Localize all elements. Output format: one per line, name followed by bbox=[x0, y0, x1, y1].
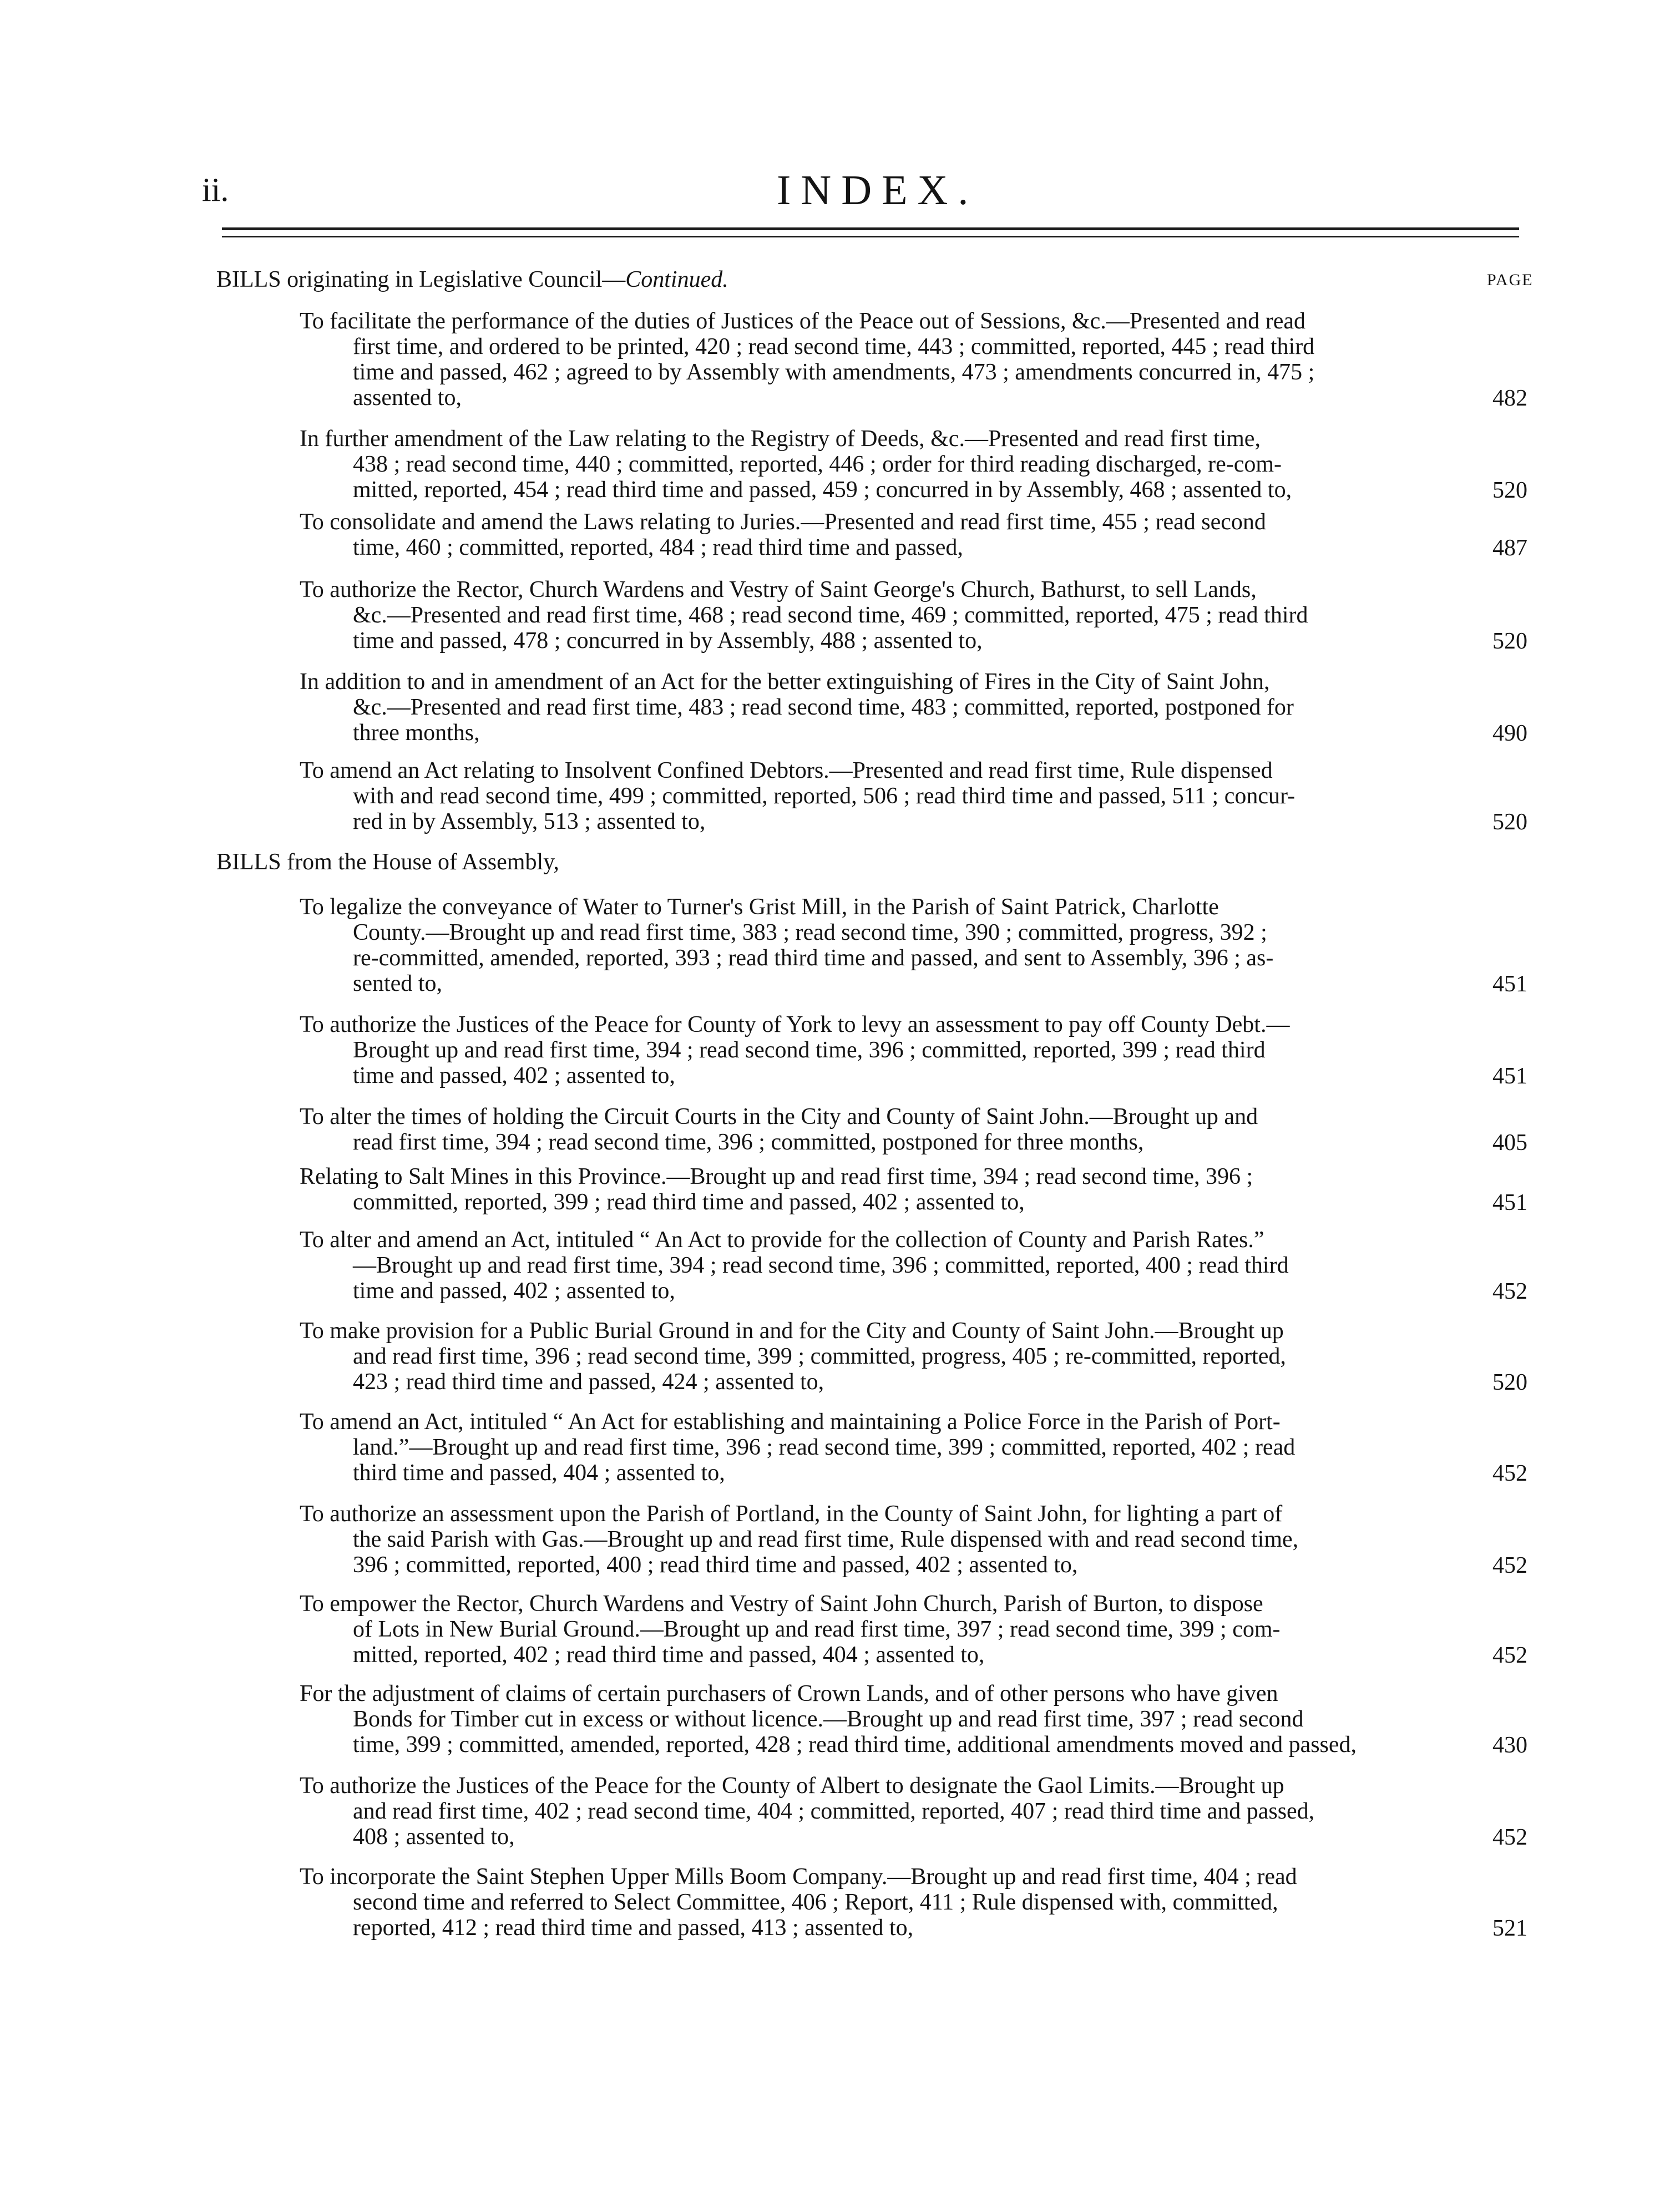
section-heading bbox=[216, 266, 728, 293]
entry-line: —Brought up and read first time, 394 ; read second time, 396 ; committed, reported, 400 ; read third bbox=[353, 1253, 1289, 1278]
index-entry bbox=[300, 758, 1465, 834]
entry-page-number: 452 bbox=[1492, 1825, 1527, 1850]
entry-page-number: 430 bbox=[1492, 1733, 1527, 1758]
entry-line: To make provision for a Public Burial Ground in and for the City and County of Saint John.—Brought up bbox=[300, 1318, 1284, 1344]
index-entry bbox=[300, 669, 1465, 746]
page-number: ii. bbox=[202, 171, 229, 208]
entry-page-number: 451 bbox=[1492, 971, 1527, 997]
entry-line: committed, reported, 399 ; read third time and passed, 402 ; assented to, bbox=[353, 1189, 1025, 1215]
page-header bbox=[194, 166, 1526, 216]
index-entry bbox=[300, 1227, 1465, 1304]
entry-page-number: 405 bbox=[1492, 1130, 1527, 1156]
entry-line: To authorize the Justices of the Peace for County of York to levy an assessment to pay off County Debt.— bbox=[300, 1012, 1290, 1037]
entry-line: To legalize the conveyance of Water to Turner's Grist Mill, in the Parish of Saint Patrick, Charlotte bbox=[300, 894, 1219, 920]
entry-line: 408 ; assented to, bbox=[353, 1824, 515, 1850]
index-entry bbox=[300, 1012, 1465, 1088]
index-entry bbox=[300, 1164, 1465, 1215]
entry-line: assented to, bbox=[353, 385, 462, 411]
entry-line: reported, 412 ; read third time and passed, 413 ; assented to, bbox=[353, 1915, 914, 1941]
entry-line: &c.—Presented and read first time, 483 ; read second time, 483 ; committed, reported, postponed for bbox=[353, 695, 1294, 720]
entry-line: For the adjustment of claims of certain purchasers of Crown Lands, and of other persons who have given bbox=[300, 1681, 1278, 1706]
section-heading-text: BILLS from the House of Assembly, bbox=[216, 849, 559, 875]
entry-line: time and passed, 402 ; assented to, bbox=[353, 1278, 675, 1304]
entry-line: of Lots in New Burial Ground.—Brought up and read first time, 397 ; read second time, 399 ; com- bbox=[353, 1617, 1281, 1642]
entry-line: time, 399 ; committed, amended, reported, 428 ; read third time, additional amendments moved and passed, bbox=[353, 1732, 1357, 1758]
entry-line: time and passed, 402 ; assented to, bbox=[353, 1063, 675, 1088]
entry-line: To authorize the Rector, Church Wardens and Vestry of Saint George's Church, Bathurst, to sell Lands, bbox=[300, 577, 1257, 602]
entry-page-number: 451 bbox=[1492, 1063, 1527, 1089]
entry-line: mitted, reported, 402 ; read third time and passed, 404 ; assented to, bbox=[353, 1642, 985, 1668]
entry-line: second time and referred to Select Committee, 406 ; Report, 411 ; Rule dispensed with, committed, bbox=[353, 1890, 1278, 1915]
entry-line: To empower the Rector, Church Wardens and Vestry of Saint John Church, Parish of Burton, to dispose bbox=[300, 1591, 1263, 1617]
entry-page-number: 452 bbox=[1492, 1643, 1527, 1668]
entry-line: 396 ; committed, reported, 400 ; read third time and passed, 402 ; assented to, bbox=[353, 1552, 1078, 1578]
entry-line: re-committed, amended, reported, 393 ; read third time and passed, and sent to Assembly, 396 ; as- bbox=[353, 945, 1274, 971]
entry-line: land.”—Brought up and read first time, 396 ; read second time, 399 ; committed, reported, 402 ; read bbox=[353, 1435, 1296, 1460]
entry-line: Bonds for Timber cut in excess or without licence.—Brought up and read first time, 397 ; read second bbox=[353, 1706, 1304, 1732]
index-entry bbox=[300, 1409, 1465, 1486]
entry-line: with and read second time, 499 ; committed, reported, 506 ; read third time and passed, 511 ; concur- bbox=[353, 783, 1296, 809]
index-entry bbox=[300, 509, 1465, 560]
entry-line: &c.—Presented and read first time, 468 ; read second time, 469 ; committed, reported, 475 ; read third bbox=[353, 602, 1308, 628]
entry-line: mitted, reported, 454 ; read third time and passed, 459 ; concurred in by Assembly, 468 ; assented to, bbox=[353, 477, 1292, 503]
section-heading bbox=[216, 849, 559, 875]
entry-line: Brought up and read first time, 394 ; read second time, 396 ; committed, reported, 399 ; read third bbox=[353, 1037, 1266, 1063]
entry-line: read first time, 394 ; read second time, 396 ; committed, postponed for three months, bbox=[353, 1130, 1144, 1155]
entry-line: In further amendment of the Law relating to the Registry of Deeds, &c.—Presented and read first time, bbox=[300, 426, 1261, 452]
entry-line: red in by Assembly, 513 ; assented to, bbox=[353, 809, 706, 834]
entry-page-number: 452 bbox=[1492, 1553, 1527, 1578]
entry-line: To facilitate the performance of the duties of Justices of the Peace out of Sessions, &c.—Presented and read bbox=[300, 308, 1305, 334]
index-entry bbox=[300, 1318, 1465, 1395]
entry-page-number: 520 bbox=[1492, 1370, 1527, 1395]
entry-line: To alter and amend an Act, intituled “ An Act to provide for the collection of County and Parish Rates.” bbox=[300, 1227, 1264, 1253]
entry-page-number: 520 bbox=[1492, 478, 1527, 503]
index-entry bbox=[300, 577, 1465, 654]
index-entry bbox=[300, 1501, 1465, 1578]
entry-line: 438 ; read second time, 440 ; committed, reported, 446 ; order for third reading discharged, re-com- bbox=[353, 452, 1282, 477]
entry-line: the said Parish with Gas.—Brought up and read first time, Rule dispensed with and read second time, bbox=[353, 1527, 1299, 1552]
entry-page-number: 451 bbox=[1492, 1190, 1527, 1215]
entry-line: To amend an Act, intituled “ An Act for establishing and maintaining a Police Force in the Parish of Port- bbox=[300, 1409, 1281, 1435]
entry-line: To amend an Act relating to Insolvent Confined Debtors.—Presented and read first time, Rule dispensed bbox=[300, 758, 1273, 783]
entry-page-number: 487 bbox=[1492, 535, 1527, 561]
index-entry bbox=[300, 426, 1465, 503]
entry-line: third time and passed, 404 ; assented to, bbox=[353, 1460, 725, 1486]
index-entry bbox=[300, 894, 1465, 996]
entry-line: time, 460 ; committed, reported, 484 ; read third time and passed, bbox=[353, 535, 963, 560]
entry-line: To authorize an assessment upon the Parish of Portland, in the County of Saint John, for lighting a part of bbox=[300, 1501, 1283, 1527]
index-entry bbox=[300, 1591, 1465, 1668]
entry-line: In addition to and in amendment of an Act for the better extinguishing of Fires in the City of Saint John, bbox=[300, 669, 1270, 695]
index-entry bbox=[300, 1773, 1465, 1850]
entry-page-number: 490 bbox=[1492, 721, 1527, 746]
section-heading-continued: Continued. bbox=[625, 267, 728, 292]
entry-line: To authorize the Justices of the Peace for the County of Albert to designate the Gaol Limits.—Brought up bbox=[300, 1773, 1284, 1799]
entry-line: To consolidate and amend the Laws relating to Juries.—Presented and read first time, 455 ; read second bbox=[300, 509, 1266, 535]
entry-page-number: 452 bbox=[1492, 1461, 1527, 1486]
page-title: INDEX. bbox=[777, 167, 979, 214]
index-entry bbox=[300, 1864, 1465, 1941]
entry-line: first time, and ordered to be printed, 420 ; read second time, 443 ; committed, reported, 445 ; read third bbox=[353, 334, 1315, 359]
page-column-label: PAGE bbox=[1487, 271, 1534, 289]
index-entry bbox=[300, 1104, 1465, 1155]
entry-line: time and passed, 478 ; concurred in by Assembly, 488 ; assented to, bbox=[353, 628, 983, 654]
entry-page-number: 452 bbox=[1492, 1279, 1527, 1304]
entry-page-number: 520 bbox=[1492, 629, 1527, 654]
entry-page-number: 521 bbox=[1492, 1916, 1527, 1941]
entry-line: County.—Brought up and read first time, 383 ; read second time, 390 ; committed, progress, 392 ; bbox=[353, 920, 1267, 945]
entry-page-number: 520 bbox=[1492, 809, 1527, 835]
entry-line: Relating to Salt Mines in this Province.—Brought up and read first time, 394 ; read second time, 396 ; bbox=[300, 1164, 1253, 1189]
entry-line: 423 ; read third time and passed, 424 ; assented to, bbox=[353, 1369, 824, 1395]
index-entry bbox=[300, 1681, 1465, 1758]
entry-page-number: 482 bbox=[1492, 386, 1527, 411]
entry-line: To alter the times of holding the Circuit Courts in the City and County of Saint John.—Brought up and bbox=[300, 1104, 1258, 1130]
index-entry bbox=[300, 308, 1465, 411]
entry-line: time and passed, 462 ; agreed to by Assembly with amendments, 473 ; amendments concurred in, 475 ; bbox=[353, 359, 1315, 385]
section-heading-text: BILLS originating in Legislative Council— bbox=[216, 267, 626, 292]
header-rule-thick bbox=[222, 227, 1519, 230]
entry-line: and read first time, 396 ; read second time, 399 ; committed, progress, 405 ; re-committed, reported, bbox=[353, 1344, 1286, 1369]
entry-line: sented to, bbox=[353, 971, 442, 996]
entry-line: three months, bbox=[353, 720, 480, 746]
entry-line: and read first time, 402 ; read second time, 404 ; committed, reported, 407 ; read third time and passed, bbox=[353, 1799, 1315, 1824]
entry-line: To incorporate the Saint Stephen Upper Mills Boom Company.—Brought up and read first time, 404 ; read bbox=[300, 1864, 1297, 1890]
header-rule-thin bbox=[222, 236, 1519, 237]
